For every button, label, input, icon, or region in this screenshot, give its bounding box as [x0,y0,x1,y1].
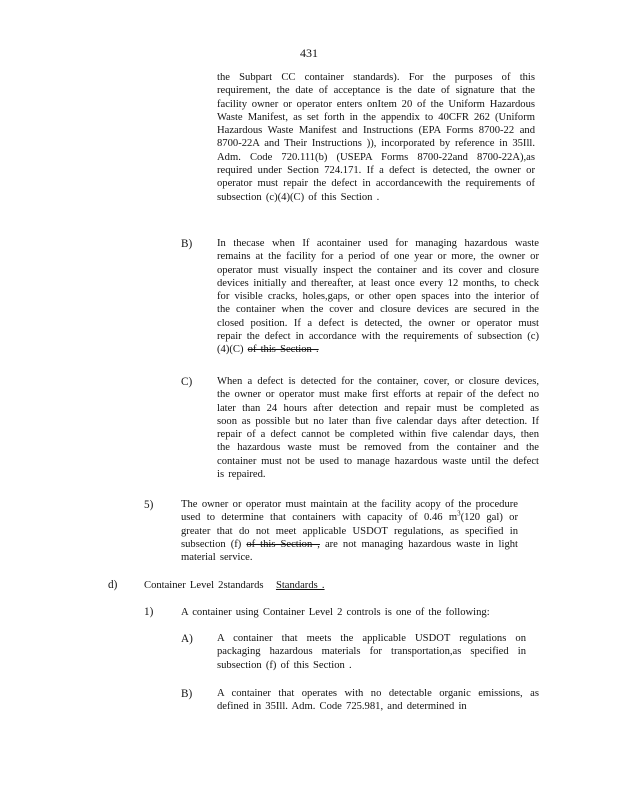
paragraph-B-deleted-text: of this Section . [247,344,319,356]
paragraph-d1A: A container that meets the applicable USDOT regulations on packaging hazardous materials for transportation,as specified in subsection (f) of this Section . [217,633,526,671]
superscript-3: 3 [457,509,461,518]
label-d1B: B) [181,688,193,700]
paragraph-5-text-b: (120 gal) or greater that do not meet applicable USDOT regulations, as specified in subsection (f) [181,512,518,550]
paragraph-5-deleted-text: of this Section , [246,538,320,550]
paragraph-5-text-a: The owner or operator must maintain at the facility acopy of the procedure used to determine that containers with capacity of 0.46 m [181,499,518,524]
paragraph-d1: A container using Container Level 2 controls is one of the following: [181,607,490,618]
heading-d-text: Container Level 2standards [144,580,264,591]
label-C: C) [181,376,193,388]
paragraph-5 [181,498,518,564]
paragraph-B-text: In thecase when If acontainer used for managing hazardous waste remains at the facility for a period of one year or more, the owner or operator must visually inspect the container and its cover and closure devices initially and thereafter, at least once every 12 months, to check for visible cracks, holes,gaps, or other open spaces into the interior of the container when the cover and closure devices are secured in the closed position. If a defect is detected, the owner or operator must repair the defect in accordance with the requirements of subsection (c)(4)(C) [217,238,539,356]
paragraph-d1B: A container that operates with no detectable organic emissions, as defined in 35Ill. Adm. Code 725.981, and determined in [217,688,539,713]
label-B: B) [181,238,193,250]
label-1: 1) [144,606,154,618]
paragraph-5-text-c: are not managing hazardous waste in light material service. [181,538,518,564]
paragraph-C: When a defect is detected for the container, cover, or closure devices, the owner or operator must make first efforts at repair of the defect no later than 24 hours after detection and repair must be completed as soon as possible but no later than five calendar days after detection. If repair of a defect cannot be completed within five calendar days, then the hazardous waste must be removed from the container and the container must not be used to manage hazardous waste until the defect is repaired. [217,376,539,481]
label-d: d) [108,579,118,591]
label-5: 5) [144,499,154,511]
paragraph-c3A-continuation: the Subpart CC container standards). For the purposes of this requirement, the date of acceptance is the date of signature that the facility owner or operator enters onItem 20 of the Uniform Hazardous Waste Manifest, as set forth in the appendix to 40CFR 262 (Uniform Hazardous Waste Manifest and Instructions (EPA Forms 8700-22 and 8700-22A and Their Instructions )), incorporated by reference in 35Ill. Adm. Code 720.111(b) (USEPA Forms 8700-22and 8700-22A),as required under Section 724.171. If a defect is detected, the owner or operator must repair the defect in accordancewith the requirements of subsection (c)(4)(C) of this Section . [217,72,535,203]
heading-d [144,579,524,592]
paragraph-B [217,237,539,357]
label-d1A: A) [181,633,193,645]
heading-d-inserted-text: Standards . [275,580,325,591]
page-number: 431 [300,46,318,60]
